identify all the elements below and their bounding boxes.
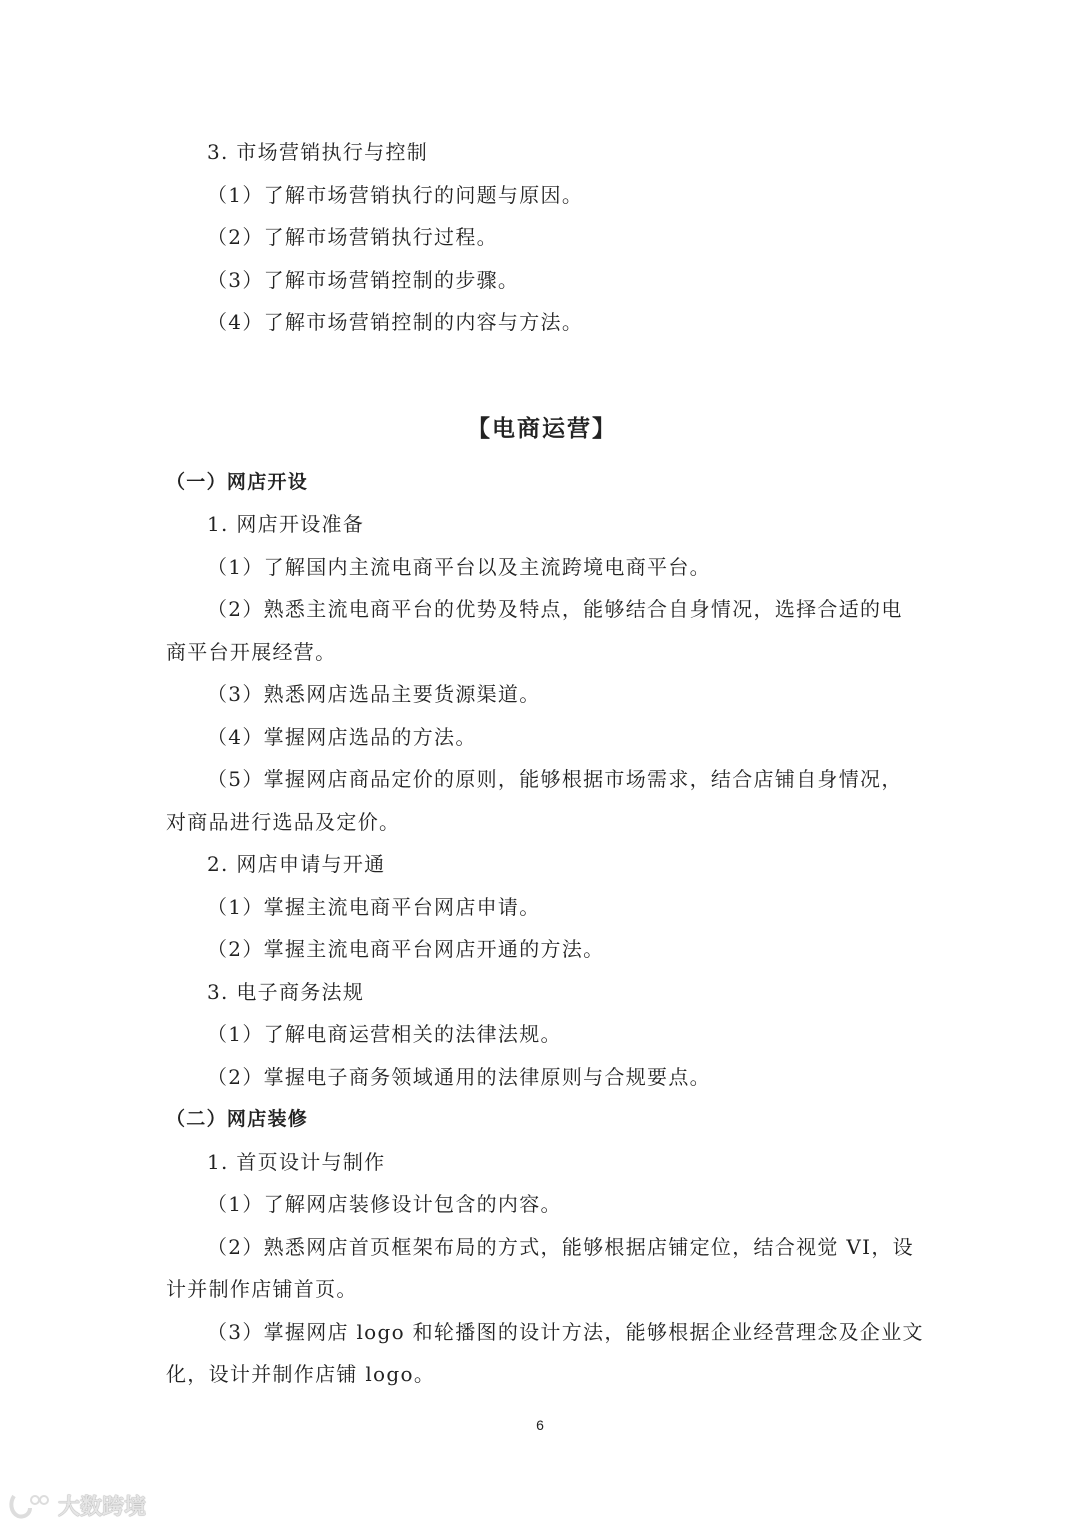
list-item: （3）熟悉网店选品主要货源渠道。	[207, 682, 541, 706]
list-item: （2）掌握主流电商平台网店开通的方法。	[207, 937, 605, 961]
page-number: 6	[536, 1417, 544, 1433]
section-title: 【电商运营】	[467, 415, 617, 442]
list-item: （2）掌握电子商务领域通用的法律原则与合规要点。	[207, 1064, 711, 1089]
subheading: 3. 电子商务法规	[207, 979, 365, 1004]
list-item: （5）掌握网店商品定价的原则，能够根据市场需求，结合店铺自身情况，	[207, 767, 903, 791]
list-item: （2）熟悉主流电商平台的优势及特点，能够结合自身情况，选择合适的电	[207, 597, 903, 621]
list-item: （1）了解国内主流电商平台以及主流跨境电商平台。	[207, 554, 711, 579]
list-item: （4）掌握网店选品的方法。	[207, 724, 477, 749]
watermark	[8, 1490, 146, 1521]
list-item: （1）了解网店装修设计包含的内容。	[207, 1192, 562, 1216]
list-item: （1）掌握主流电商平台网店申请。	[207, 894, 541, 919]
list-item: （4）了解市场营销控制的内容与方法。	[207, 310, 584, 334]
subheading: 1. 网店开设准备	[207, 512, 365, 536]
list-item-continuation: 化，设计并制作店铺 logo。	[166, 1362, 436, 1386]
list-item: （3）掌握网店 logo 和轮播图的设计方法，能够根据企业经营理念及企业文	[207, 1319, 924, 1344]
list-item-continuation: 计并制作店铺首页。	[166, 1277, 358, 1301]
list-item: （1）了解电商运营相关的法律法规。	[207, 1022, 562, 1046]
document-page	[166, 131, 924, 1396]
section-heading: （二）网店装修	[166, 1108, 309, 1130]
list-item-continuation: 对商品进行选品及定价。	[166, 809, 401, 834]
list-item: （1）了解市场营销执行的问题与原因。	[207, 182, 584, 207]
watermark-text: 大数跨境	[58, 1495, 147, 1520]
list-item: （2）了解市场营销执行过程。	[207, 225, 498, 249]
subheading: 2. 网店申请与开通	[207, 852, 386, 876]
list-item: （2）熟悉网店首页框架布局的方式，能够根据店铺定位，结合视觉 VI，设	[207, 1234, 914, 1259]
subheading: 1. 首页设计与制作	[207, 1149, 386, 1174]
watermark-logo-icon	[8, 1492, 52, 1520]
section-heading: （一）网店开设	[166, 470, 309, 493]
list-item-continuation: 商平台开展经营。	[166, 639, 337, 664]
subheading: 3. 市场营销执行与控制	[207, 140, 429, 164]
list-item: （3）了解市场营销控制的步骤。	[207, 267, 520, 292]
